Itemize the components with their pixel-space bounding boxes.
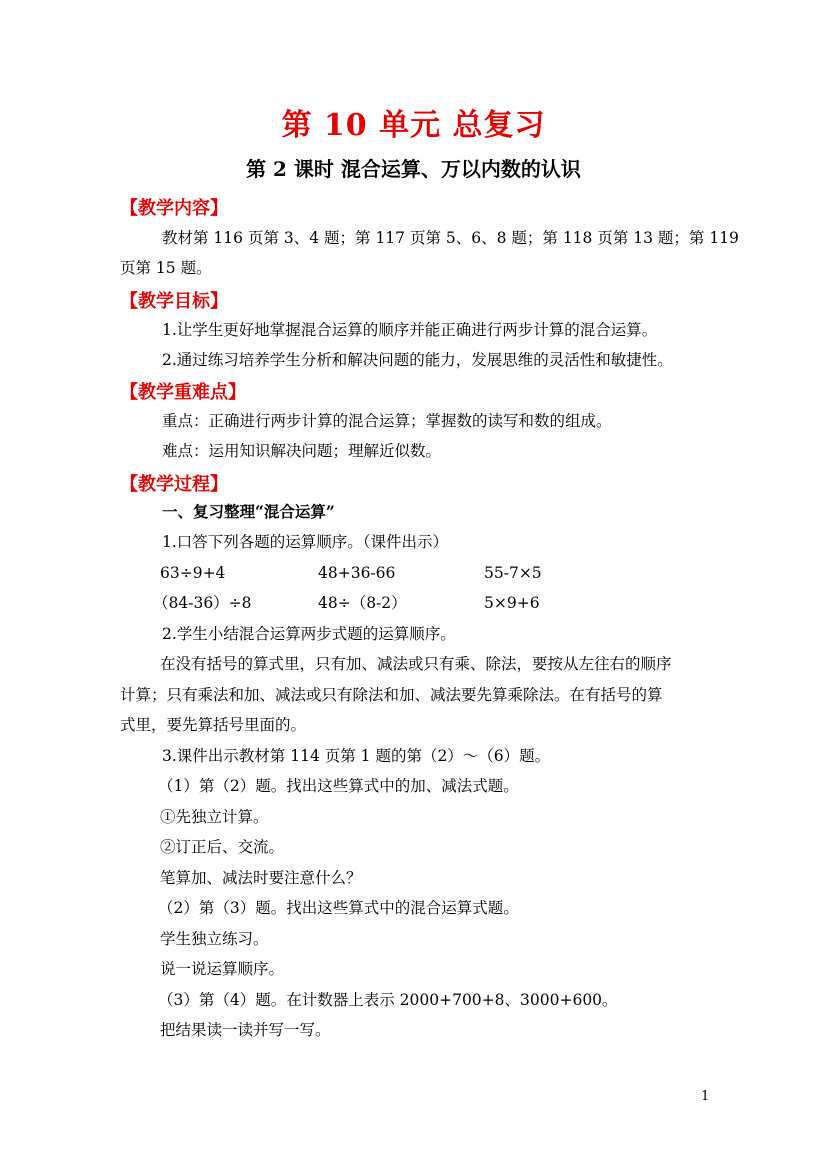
- section-heading-process: 【教学过程】: [120, 474, 228, 495]
- expression: 63÷9+4: [160, 564, 226, 582]
- goal-2: 2.通过练习培养学生分析和解决问题的能力，发展思维的灵活性和敏捷性。: [162, 351, 673, 369]
- section-heading-key-points: 【教学重难点】: [120, 382, 246, 403]
- content-line-2: 页第 15 题。: [120, 259, 212, 277]
- expression: 48÷（8-2）: [318, 594, 407, 612]
- section-heading-goals: 【教学目标】: [120, 291, 228, 312]
- step-2: ②订正后、交流。: [160, 838, 285, 856]
- sub-item-3: （3）第（4）题。在计数器上表示 2000+700+8、3000+600。: [158, 991, 618, 1009]
- goal-1: 1.让学生更好地掌握混合运算的顺序并能正确进行两步计算的混合运算。: [162, 321, 658, 339]
- content-line-1: 教材第 116 页第 3、4 题；第 117 页第 5、6、8 题；第 118 页第 13 题；第 119: [162, 229, 739, 247]
- summary-line-2: 计算；只有乘法和加、减法或只有除法和加、减法要先算乘除法。在有括号的算: [120, 686, 663, 704]
- lesson-subtitle: 第 2 课时 混合运算、万以内数的认识: [246, 157, 581, 181]
- summary-line-1: 在没有括号的算式里，只有加、减法或只有乘、除法，要按从左往右的顺序: [160, 655, 672, 673]
- sub-item-1: （1）第（2）题。找出这些算式中的加、减法式题。: [158, 777, 519, 795]
- sub-item-2: （2）第（3）题。找出这些算式中的混合运算式题。: [158, 899, 519, 917]
- difficult-point: 难点：运用知识解决问题；理解近似数。: [162, 442, 442, 460]
- say-order-note: 说一说运算顺序。: [160, 960, 285, 978]
- item-3: 3.课件出示教材第 114 页第 1 题的第（2）～（6）题。: [162, 747, 551, 765]
- part1-title: 一、复习整理“混合运算”: [162, 502, 335, 521]
- expression: 5×9+6: [484, 594, 540, 612]
- practice-note: 学生独立练习。: [160, 930, 269, 948]
- expression: 48+36-66: [318, 564, 396, 582]
- expression: （84-36）÷8: [153, 594, 252, 612]
- question: 笔算加、减法时要注意什么？: [160, 869, 362, 887]
- step-1: ①先独立计算。: [160, 808, 269, 826]
- section-heading-content: 【教学内容】: [120, 198, 228, 219]
- page-number: 1: [701, 1089, 710, 1104]
- read-write-note: 把结果读一读并写一写。: [160, 1021, 331, 1039]
- item-2: 2.学生小结混合运算两步式题的运算顺序。: [162, 625, 456, 643]
- summary-line-3: 式里，要先算括号里面的。: [120, 716, 307, 734]
- item-1: 1.口答下列各题的运算顺序。（课件出示）: [162, 533, 449, 551]
- unit-title: 第 10 单元 总复习: [281, 108, 546, 143]
- expression: 55-7×5: [484, 564, 542, 582]
- key-point: 重点：正确进行两步计算的混合运算；掌握数的读写和数的组成。: [162, 412, 612, 430]
